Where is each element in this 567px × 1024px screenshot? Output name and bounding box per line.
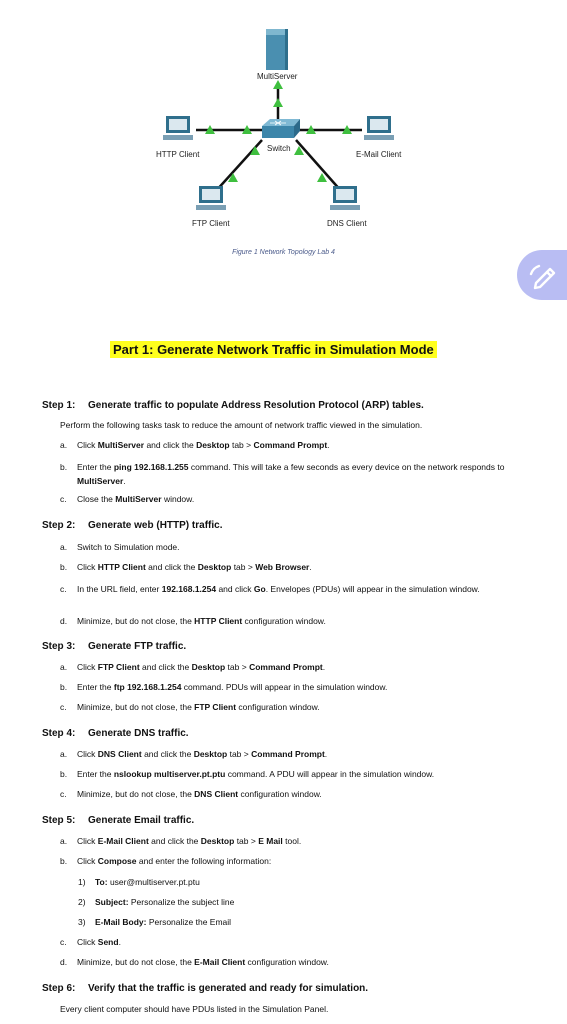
pc-icon — [196, 186, 226, 210]
device-label-ftp-client: FTP Client — [192, 219, 230, 228]
device-label-switch: Switch — [267, 144, 291, 153]
link-up-marker — [273, 98, 283, 107]
list-item: d. Minimize, but do not close, the HTTP Client configuration window. — [60, 616, 326, 626]
step-heading: Step 5: Generate Email traffic. — [42, 815, 195, 826]
list-item: a. Click MultiServer and click the Desktop tab > Command Prompt. — [60, 440, 330, 450]
device-label-http-client: HTTP Client — [156, 150, 200, 159]
switch-icon — [262, 119, 300, 138]
list-item: d. Minimize, but do not close, the E-Mail Client configuration window. — [60, 957, 329, 967]
edit-button[interactable] — [517, 250, 567, 300]
server-icon — [266, 29, 288, 70]
list-item: c. Minimize, but do not close, the DNS Client configuration window. — [60, 789, 322, 799]
list-item: c. Click Send. — [60, 937, 121, 947]
pc-icon — [330, 186, 360, 210]
link-dns-switch — [296, 140, 342, 192]
pc-icon — [163, 116, 193, 140]
list-item: b. Enter the nslookup multiserver.pt.ptu command. A PDU will appear in the simulation window. — [60, 769, 435, 779]
part-title: Part 1: Generate Network Traffic in Simulation Mode — [110, 341, 437, 358]
list-item: a. Click FTP Client and click the Desktop tab > Command Prompt. — [60, 662, 326, 672]
device-label-dns-client: DNS Client — [327, 219, 367, 228]
list-item: c. In the URL field, enter 192.168.1.254 and click Go. Envelopes (PDUs) will appear in the simulation window. — [60, 584, 480, 594]
step-heading: Step 6: Verify that the traffic is generated and ready for simulation. — [42, 983, 369, 994]
link-up-marker — [273, 80, 283, 89]
step-heading: Step 2: Generate web (HTTP) traffic. — [42, 520, 223, 531]
figure-caption: Figure 1 Network Topology Lab 4 — [232, 249, 335, 256]
list-item: a. Click DNS Client and click the Desktop tab > Command Prompt. — [60, 749, 328, 759]
sub-list-item: 1) To: user@multiserver.pt.ptu — [78, 877, 200, 887]
list-item: c. Minimize, but do not close, the FTP Client configuration window. — [60, 702, 320, 712]
step-heading: Step 3: Generate FTP traffic. — [42, 641, 187, 652]
sub-list-item: 2) Subject: Personalize the subject line — [78, 897, 235, 907]
list-item: b. Click HTTP Client and click the Desktop tab > Web Browser. — [60, 562, 312, 572]
pencil-icon — [517, 250, 567, 300]
list-item: b. Click Compose and enter the following information: — [60, 856, 272, 866]
step-intro: Perform the following tasks task to reduce the amount of network traffic viewed in the simulation. — [60, 420, 423, 430]
list-item: b. Enter the ping 192.168.1.255 command. This will take a few seconds as every device on the network responds to MultiServer. — [60, 462, 505, 486]
topology-diagram — [0, 0, 567, 245]
sub-list-item: 3) E-Mail Body: Personalize the Email — [78, 917, 232, 927]
device-label-multiserver: MultiServer — [257, 72, 298, 81]
pc-icon — [364, 116, 394, 140]
list-item: a. Switch to Simulation mode. — [60, 542, 180, 552]
list-item: c. Close the MultiServer window. — [60, 494, 195, 504]
list-item: a. Click E-Mail Client and click the Desktop tab > E Mail tool. — [60, 836, 302, 846]
step-heading: Step 1: Generate traffic to populate Address Resolution Protocol (ARP) tables. — [42, 400, 424, 411]
list-item: b. Enter the ftp 192.168.1.254 command. PDUs will appear in the simulation window. — [60, 682, 388, 692]
step-intro: Every client computer should have PDUs listed in the Simulation Panel. — [60, 1004, 329, 1014]
step-heading: Step 4: Generate DNS traffic. — [42, 728, 189, 739]
device-label-email-client: E-Mail Client — [356, 150, 402, 159]
